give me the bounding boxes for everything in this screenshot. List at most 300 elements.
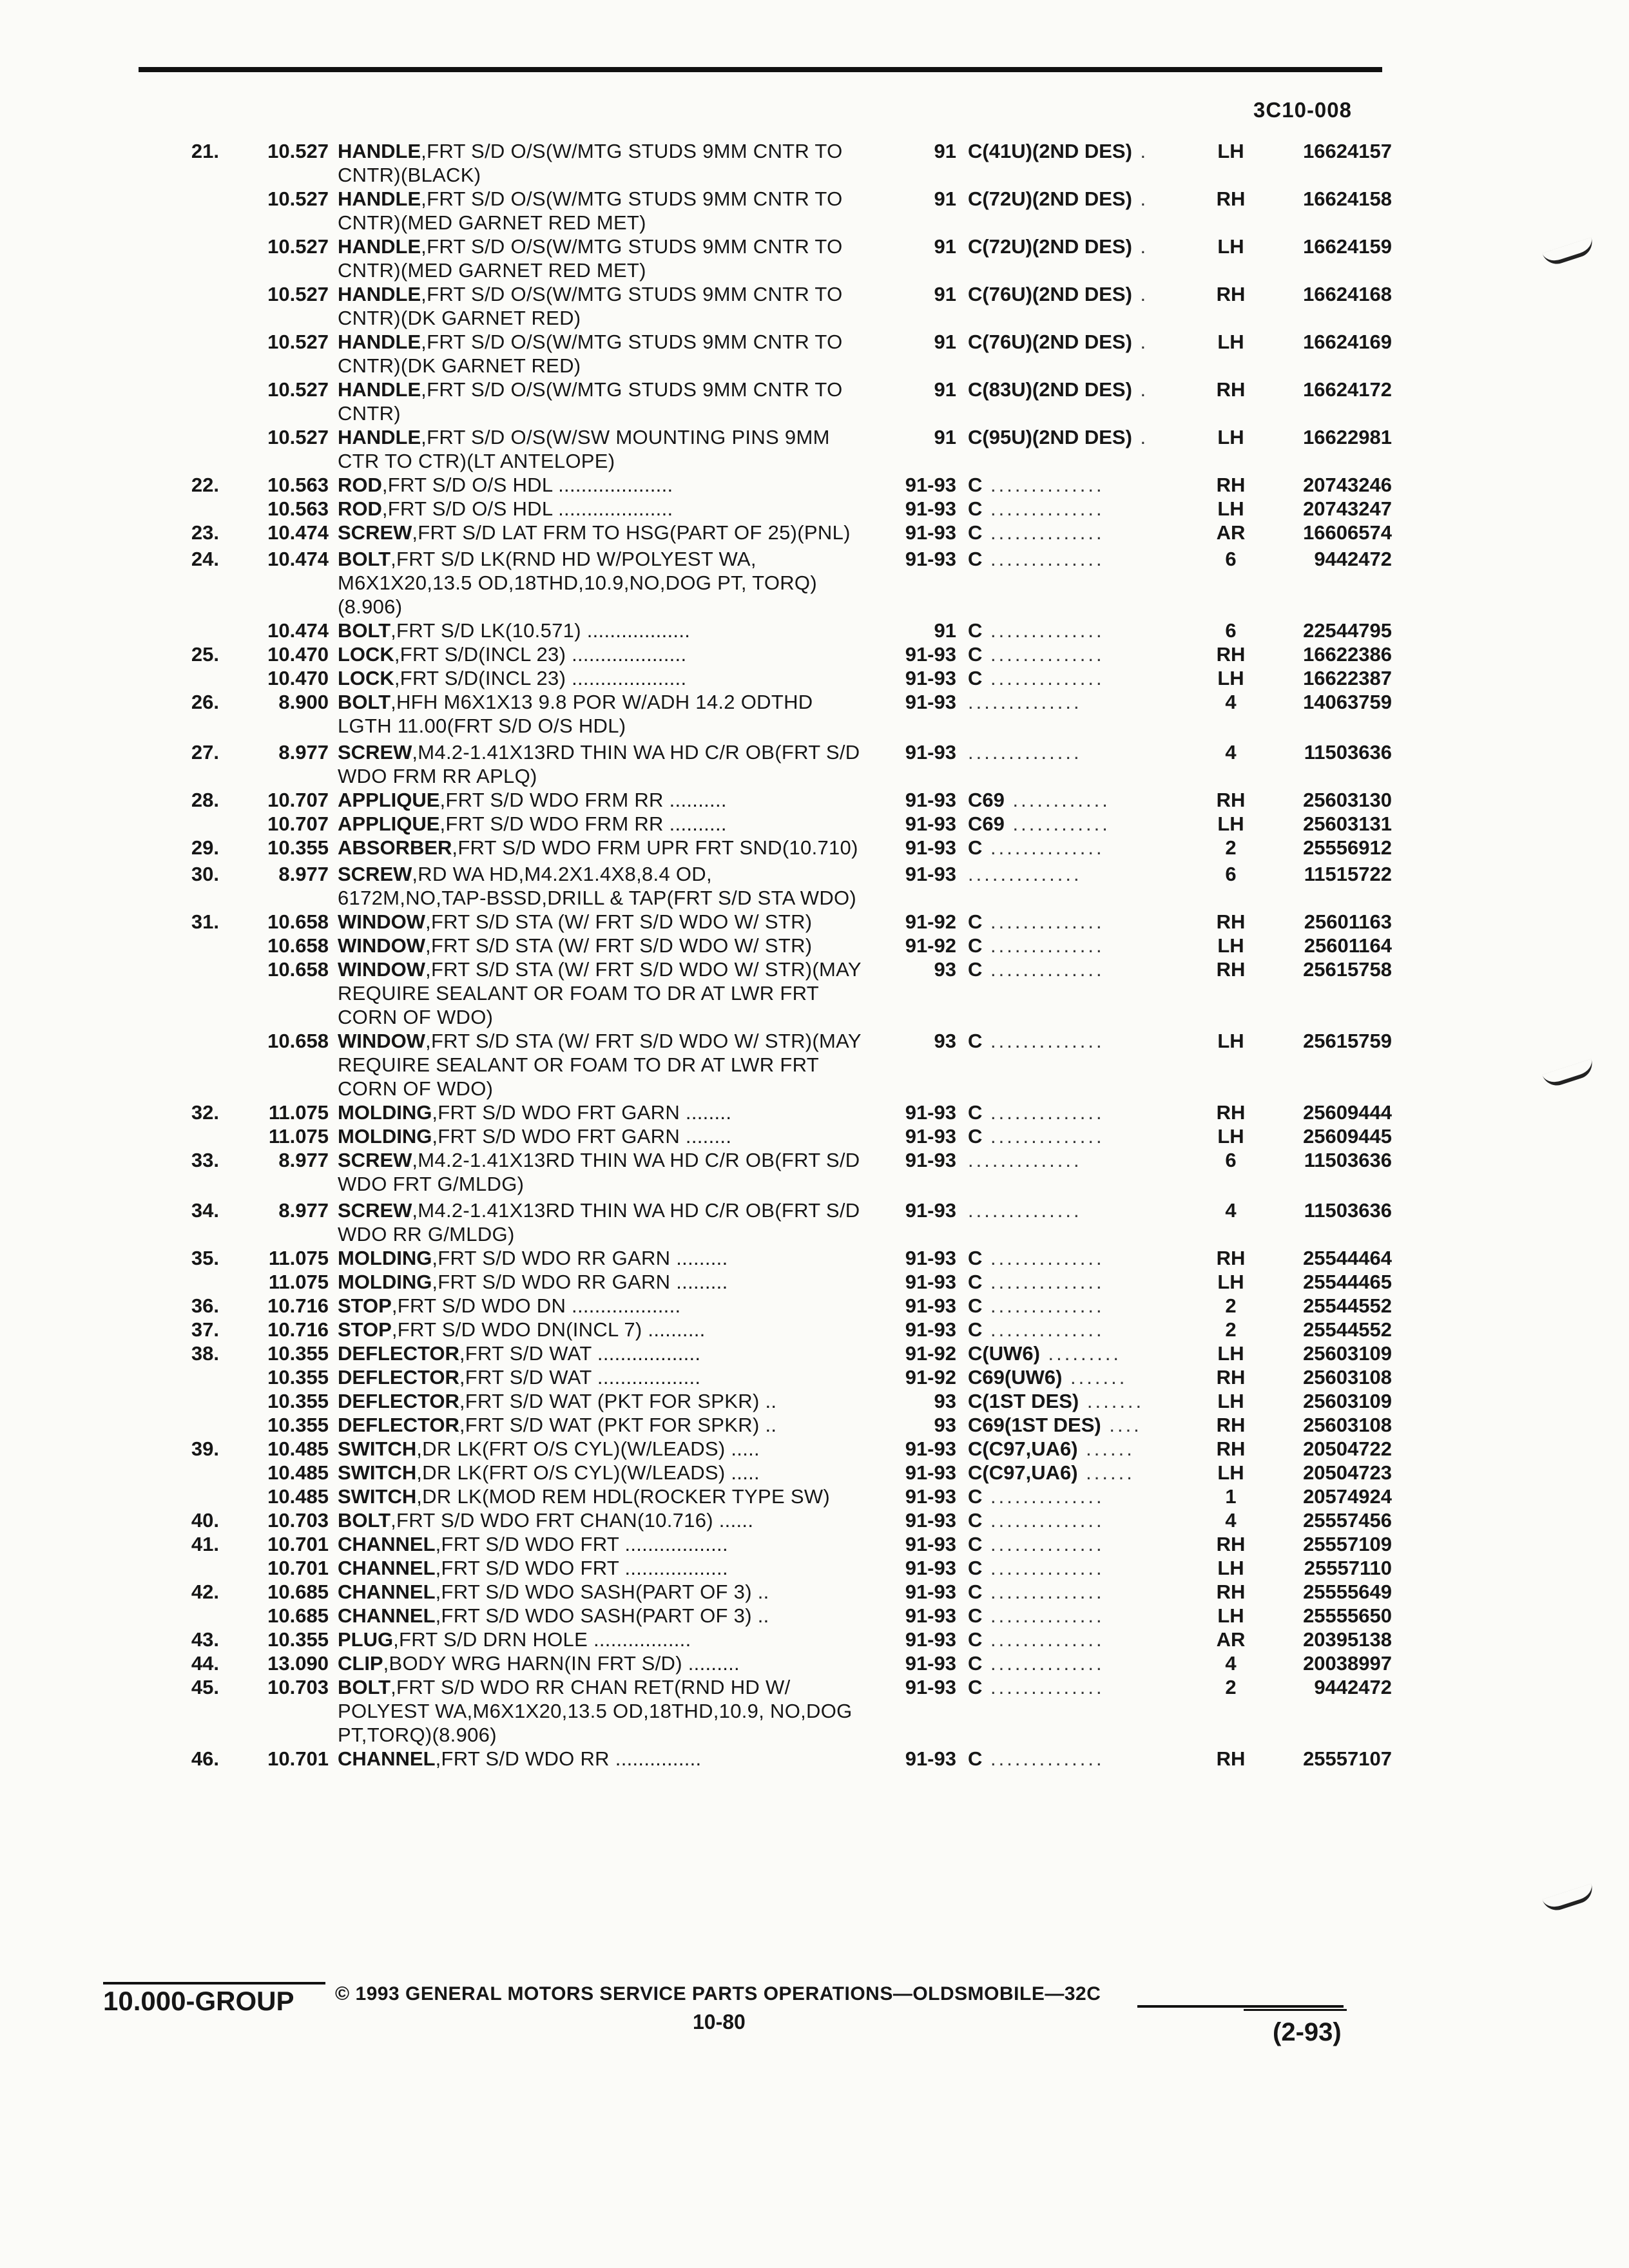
part-spec: ,RD WA HD,M4.2X1.4X8,8.4 OD, 6172M,NO,TAP-BSSD,DRILL & TAP(FRT S/D STA WDO) [338, 863, 857, 909]
part-description [338, 235, 872, 282]
application-code: C [968, 1101, 983, 1124]
part-name: ABSORBER [338, 836, 452, 859]
part-name: BOLT [338, 691, 391, 713]
application-code: C [968, 1125, 983, 1148]
part-name: MOLDING [338, 1125, 432, 1148]
model-years: 91-93 [905, 812, 956, 835]
application [968, 473, 1205, 497]
part-row [129, 1413, 1392, 1437]
part-row [129, 1029, 1392, 1100]
part-description [338, 282, 872, 330]
part-description [338, 619, 872, 642]
model-years: 91-93 [905, 548, 956, 570]
application-code: C(83U)(2ND DES) [968, 378, 1132, 401]
part-name: WINDOW [338, 934, 426, 957]
ref-number: 41. [191, 1533, 219, 1555]
part-name: HANDLE [338, 331, 421, 353]
part-number: 25603108 [1303, 1366, 1392, 1389]
application [968, 1580, 1205, 1604]
part-spec: ,FRT S/D(INCL 23) .................... [394, 643, 687, 666]
group-number: 10.527 [267, 140, 329, 162]
top-rule [139, 67, 1382, 72]
part-spec: ,DR LK(FRT O/S CYL)(W/LEADS) ..... [416, 1461, 760, 1484]
part-description [338, 1029, 872, 1100]
side-or-qty: LH [1217, 1342, 1244, 1365]
part-spec: ,FRT S/D WDO RR CHAN RET(RND HD W/ POLYEST WA,M6X1X20,13.5 OD,18THD,10.9, NO,DOG PT,TORQ)(8.906) [338, 1676, 853, 1746]
part-spec: ,M4.2-1.41X13RD THIN WA HD C/R OB(FRT S/D WDO FRM RR APLQ) [338, 741, 860, 787]
part-name: CHANNEL [338, 1604, 436, 1627]
part-description [338, 1437, 872, 1461]
side-or-qty: 6 [1225, 548, 1237, 570]
application-code: C69 [968, 812, 1005, 835]
part-spec: ,FRT S/D(INCL 23) .................... [394, 667, 687, 689]
group-number: 10.685 [267, 1604, 329, 1627]
dot-leader: .............. [982, 667, 1104, 689]
model-years: 91-93 [905, 1652, 956, 1675]
side-or-qty: LH [1217, 331, 1244, 353]
part-row [129, 521, 1392, 544]
part-description [338, 1100, 872, 1124]
dot-leader: .............. [968, 1149, 1082, 1171]
part-description [338, 1580, 872, 1604]
application-code: C [968, 1676, 983, 1698]
application [968, 666, 1205, 690]
ref-number: 39. [191, 1437, 219, 1460]
part-spec: ,FRT S/D STA (W/ FRT S/D WDO W/ STR) [425, 934, 813, 957]
application [968, 642, 1205, 666]
ref-number: 25. [191, 643, 219, 666]
application [968, 1747, 1205, 1771]
part-row [129, 957, 1392, 1029]
side-or-qty: 6 [1225, 863, 1237, 885]
application-code: C(72U)(2ND DES) [968, 235, 1132, 258]
ref-number: 23. [191, 521, 219, 544]
part-description [338, 1628, 872, 1651]
part-name: STOP [338, 1318, 392, 1341]
part-row [129, 642, 1392, 666]
dot-leader: .............. [968, 863, 1082, 885]
application [968, 1628, 1205, 1651]
group-number: 10.485 [267, 1485, 329, 1508]
ref-number: 38. [191, 1342, 219, 1365]
ref-number: 22. [191, 474, 219, 496]
side-or-qty: LH [1217, 934, 1244, 957]
dot-leader: .............. [982, 1581, 1104, 1603]
part-number: 25603109 [1303, 1342, 1392, 1365]
part-name: BOLT [338, 548, 391, 570]
application-code: C [968, 1628, 983, 1651]
group-number: 10.527 [267, 235, 329, 258]
dot-leader: .............. [982, 934, 1104, 957]
application-code: C69(UW6) [968, 1366, 1063, 1389]
application-code: C [968, 1533, 983, 1555]
model-years: 91-93 [905, 1199, 956, 1222]
part-name: ROD [338, 497, 382, 520]
part-name: SCREW [338, 741, 412, 764]
part-row [129, 330, 1392, 378]
application [968, 1532, 1205, 1556]
model-years: 91 [934, 235, 956, 258]
part-spec: ,FRT S/D O/S HDL .................... [381, 474, 673, 496]
model-years: 91-92 [905, 1342, 956, 1365]
application-code: C [968, 1271, 983, 1293]
model-years: 91-93 [905, 497, 956, 520]
part-number: 25556912 [1303, 836, 1392, 859]
model-years: 93 [934, 1030, 956, 1052]
part-description [338, 1485, 872, 1508]
part-number: 16622386 [1303, 643, 1392, 666]
model-years: 91-92 [905, 934, 956, 957]
model-years: 91 [934, 187, 956, 210]
part-number: 25557107 [1303, 1747, 1392, 1770]
side-or-qty: RH [1216, 789, 1246, 811]
ref-number: 37. [191, 1318, 219, 1341]
group-number: 10.703 [267, 1676, 329, 1698]
side-or-qty: 1 [1225, 1485, 1237, 1508]
model-years: 91-92 [905, 1366, 956, 1389]
part-description [338, 812, 872, 836]
part-number: 25603109 [1303, 1390, 1392, 1412]
application-code: C [968, 497, 983, 520]
part-number: 11503636 [1304, 741, 1392, 764]
part-row [129, 1270, 1392, 1294]
dot-leader: .............. [982, 1294, 1104, 1317]
part-row [129, 934, 1392, 957]
part-row [129, 497, 1392, 521]
application [968, 521, 1205, 544]
part-row [129, 1100, 1392, 1124]
ref-number: 42. [191, 1581, 219, 1603]
group-number: 10.355 [267, 1390, 329, 1412]
application-code: C(UW6) [968, 1342, 1040, 1365]
part-name: HANDLE [338, 235, 421, 258]
part-name: ROD [338, 474, 382, 496]
part-spec: ,FRT S/D O/S(W/MTG STUDS 9MM CNTR TO CNTR)(DK GARNET RED) [338, 331, 843, 377]
dot-leader: .............. [982, 1125, 1104, 1148]
model-years: 91 [934, 140, 956, 162]
part-row [129, 282, 1392, 330]
application [968, 547, 1205, 571]
part-row [129, 1389, 1392, 1413]
part-spec: ,M4.2-1.41X13RD THIN WA HD C/R OB(FRT S/D WDO RR G/MLDG) [338, 1199, 860, 1245]
application [968, 1389, 1205, 1413]
dot-leader: ............ [1004, 789, 1110, 811]
application-code: C [968, 1247, 983, 1269]
part-name: SCREW [338, 863, 412, 885]
application [968, 957, 1205, 981]
group-number: 11.075 [268, 1271, 329, 1293]
part-description [338, 862, 872, 910]
part-number: 25603131 [1303, 812, 1392, 835]
part-row [129, 788, 1392, 812]
part-description [338, 1556, 872, 1580]
part-number: 25555649 [1303, 1581, 1392, 1603]
part-spec: ,FRT S/D WDO FRT CHAN(10.716) ...... [390, 1509, 754, 1532]
part-spec: ,FRT S/D WDO RR ............... [435, 1747, 702, 1770]
part-number: 25603130 [1303, 789, 1392, 811]
part-spec: ,FRT S/D DRN HOLE ................. [393, 1628, 691, 1651]
application-code: C [968, 934, 983, 957]
application [968, 934, 1205, 957]
part-description [338, 690, 872, 738]
ref-number: 44. [191, 1652, 219, 1675]
model-years: 91 [934, 283, 956, 305]
dot-leader: ...... [1077, 1461, 1135, 1484]
part-row [129, 1365, 1392, 1389]
part-number: 16622981 [1303, 426, 1392, 448]
application-code: C [968, 548, 983, 570]
dot-leader: .............. [982, 643, 1104, 666]
part-row [129, 1461, 1392, 1485]
dot-leader: .............. [982, 474, 1104, 496]
model-years: 91 [934, 619, 956, 642]
part-number: 16624172 [1303, 378, 1392, 401]
part-number: 25557110 [1304, 1557, 1392, 1579]
part-description [338, 934, 872, 957]
part-row [129, 1675, 1392, 1747]
group-number: 11.075 [268, 1101, 329, 1124]
part-spec: ,FRT S/D WDO SASH(PART OF 3) .. [435, 1604, 769, 1627]
binding-tick-mark [1542, 237, 1596, 268]
application [968, 1556, 1205, 1580]
part-spec: ,FRT S/D O/S(W/MTG STUDS 9MM CNTR TO CNTR)(MED GARNET RED MET) [338, 235, 843, 282]
part-number: 9442472 [1314, 1676, 1392, 1698]
dot-leader: .............. [982, 619, 1104, 642]
application [968, 1508, 1205, 1532]
group-number: 10.485 [267, 1437, 329, 1460]
group-number: 10.563 [267, 474, 329, 496]
side-or-qty: 4 [1225, 1509, 1237, 1532]
part-description [338, 330, 872, 378]
dot-leader: .............. [982, 1676, 1104, 1698]
group-number: 10.470 [267, 667, 329, 689]
part-spec: ,FRT S/D WAT .................. [459, 1342, 701, 1365]
part-number: 20743246 [1303, 474, 1392, 496]
side-or-qty: RH [1216, 474, 1246, 496]
part-spec: ,FRT S/D LAT FRM TO HSG(PART OF 25)(PNL) [412, 521, 851, 544]
part-name: DEFLECTOR [338, 1342, 459, 1365]
part-number: 25555650 [1303, 1604, 1392, 1627]
part-row [129, 1485, 1392, 1508]
part-spec: ,FRT S/D WDO FRM UPR FRT SND(10.710) [452, 836, 858, 859]
dot-leader: .............. [982, 1533, 1104, 1555]
application [968, 1461, 1205, 1485]
part-description [338, 1675, 872, 1747]
side-or-qty: LH [1217, 1030, 1244, 1052]
part-number: 20574924 [1303, 1485, 1392, 1508]
application-code: C(C97,UA6) [968, 1437, 1078, 1460]
application-code: C [968, 1581, 983, 1603]
part-number: 25544465 [1303, 1271, 1392, 1293]
part-name: DEFLECTOR [338, 1390, 459, 1412]
group-number: 10.474 [267, 619, 329, 642]
part-row [129, 1628, 1392, 1651]
part-spec: ,FRT S/D WAT .................. [459, 1366, 701, 1389]
group-number: 10.701 [267, 1747, 329, 1770]
application [968, 1318, 1205, 1341]
part-number: 25557109 [1303, 1533, 1392, 1555]
side-or-qty: 6 [1225, 619, 1237, 642]
side-or-qty: RH [1216, 187, 1246, 210]
group-number: 11.075 [268, 1125, 329, 1148]
side-or-qty: LH [1217, 667, 1244, 689]
part-name: BOLT [338, 1509, 391, 1532]
application-code: C69(1ST DES) [968, 1414, 1101, 1436]
part-spec: ,FRT S/D WDO FRM RR .......... [439, 789, 727, 811]
part-number: 16606574 [1303, 521, 1392, 544]
part-number: 16624158 [1303, 187, 1392, 210]
part-name: APPLIQUE [338, 812, 440, 835]
part-name: MOLDING [338, 1247, 432, 1269]
group-number: 10.470 [267, 643, 329, 666]
part-row [129, 836, 1392, 860]
side-or-qty: 2 [1225, 1318, 1237, 1341]
part-row [129, 1508, 1392, 1532]
part-row [129, 1148, 1392, 1196]
part-number: 25544552 [1303, 1294, 1392, 1317]
group-number: 10.474 [267, 521, 329, 544]
application [968, 187, 1205, 211]
part-spec: ,FRT S/D WDO FRT .................. [435, 1533, 728, 1555]
part-name: LOCK [338, 667, 394, 689]
part-description [338, 1198, 872, 1246]
side-or-qty: RH [1216, 1366, 1246, 1389]
ref-number: 33. [191, 1149, 219, 1171]
part-row [129, 1294, 1392, 1318]
part-row [129, 187, 1392, 235]
application-code: C [968, 643, 983, 666]
part-description [338, 1508, 872, 1532]
side-or-qty: LH [1217, 1125, 1244, 1148]
side-or-qty: RH [1216, 958, 1246, 981]
application-code: C [968, 1604, 983, 1627]
part-spec: ,FRT S/D WDO RR GARN ......... [432, 1271, 728, 1293]
model-years: 91-93 [905, 1461, 956, 1484]
dot-leader: .............. [982, 1747, 1104, 1770]
part-name: DEFLECTOR [338, 1366, 459, 1389]
side-or-qty: RH [1216, 1747, 1246, 1770]
application-code: C [968, 1509, 983, 1532]
application-code: C [968, 667, 983, 689]
part-row [129, 690, 1392, 738]
part-spec: ,FRT S/D WDO FRM RR .......... [439, 812, 727, 835]
application-code: C(76U)(2ND DES) [968, 283, 1132, 305]
model-years: 93 [934, 958, 956, 981]
part-name: HANDLE [338, 378, 421, 401]
model-years: 91-93 [905, 1509, 956, 1532]
part-name: WINDOW [338, 958, 426, 981]
part-name: BOLT [338, 1676, 391, 1698]
part-spec: ,BODY WRG HARN(IN FRT S/D) ......... [383, 1652, 740, 1675]
part-number: 25544464 [1303, 1247, 1392, 1269]
page-code: 3C10-008 [1253, 98, 1352, 122]
model-years: 91-93 [905, 1247, 956, 1269]
dot-leader: .............. [982, 1604, 1104, 1627]
group-number: 10.701 [267, 1557, 329, 1579]
application [968, 690, 1205, 714]
side-or-qty: RH [1216, 283, 1246, 305]
model-years: 91-93 [905, 789, 956, 811]
group-number: 8.977 [278, 863, 329, 885]
application-code: C(1ST DES) [968, 1390, 1079, 1412]
side-or-qty: 4 [1225, 1652, 1237, 1675]
ref-number: 28. [191, 789, 219, 811]
application [968, 1604, 1205, 1628]
dot-leader: . [1132, 378, 1149, 401]
part-description [338, 547, 872, 619]
part-number: 9442472 [1314, 548, 1392, 570]
model-years: 91-93 [905, 1437, 956, 1460]
part-description [338, 740, 872, 788]
application-code: C [968, 1485, 983, 1508]
part-description [338, 1341, 872, 1365]
part-number: 25557456 [1303, 1509, 1392, 1532]
application [968, 1198, 1205, 1222]
part-description [338, 1148, 872, 1196]
side-or-qty: 4 [1225, 1199, 1237, 1222]
application-code: C [968, 521, 983, 544]
part-row [129, 1246, 1392, 1270]
dot-leader: . [1132, 140, 1149, 162]
part-number: 25601164 [1304, 934, 1392, 957]
part-description [338, 957, 872, 1029]
side-or-qty: 2 [1225, 1294, 1237, 1317]
ref-number: 21. [191, 140, 219, 162]
side-or-qty: RH [1216, 1101, 1246, 1124]
part-spec: ,FRT S/D STA (W/ FRT S/D WDO W/ STR)(MAY REQUIRE SEALANT OR FOAM TO DR AT LWR FRT CORN OF WDO) [338, 1030, 862, 1100]
group-number: 10.707 [267, 789, 329, 811]
application [968, 497, 1205, 521]
model-years: 91-93 [905, 1581, 956, 1603]
part-row [129, 378, 1392, 425]
part-row [129, 473, 1392, 497]
part-description [338, 1124, 872, 1148]
part-description [338, 666, 872, 690]
part-spec: ,FRT S/D O/S(W/MTG STUDS 9MM CNTR TO CNTR)(DK GARNET RED) [338, 283, 843, 329]
footer-page-number: 10-80 [693, 2010, 746, 2033]
part-row [129, 860, 1392, 910]
group-number: 10.703 [267, 1509, 329, 1532]
part-number: 25609444 [1303, 1101, 1392, 1124]
part-description [338, 497, 872, 521]
part-spec: ,FRT S/D WAT (PKT FOR SPKR) .. [459, 1390, 777, 1412]
part-spec: ,DR LK(MOD REM HDL(ROCKER TYPE SW) [416, 1485, 830, 1508]
model-years: 91-93 [905, 643, 956, 666]
part-spec: ,FRT S/D WDO SASH(PART OF 3) .. [435, 1581, 769, 1603]
part-row [129, 1341, 1392, 1365]
application-code: C(76U)(2ND DES) [968, 331, 1132, 353]
group-number: 10.527 [267, 426, 329, 448]
group-number: 10.658 [267, 958, 329, 981]
binding-tick-mark [1542, 1883, 1596, 1914]
side-or-qty: 2 [1225, 1676, 1237, 1698]
dot-leader: .............. [982, 1247, 1104, 1269]
footer-group: 10.000-GROUP [103, 1986, 294, 2016]
group-number: 10.716 [267, 1294, 329, 1317]
group-number: 10.527 [267, 331, 329, 353]
part-number: 20038997 [1303, 1652, 1392, 1675]
application [968, 1294, 1205, 1318]
group-number: 8.977 [278, 741, 329, 764]
application [968, 1413, 1205, 1437]
model-years: 91-93 [905, 1485, 956, 1508]
side-or-qty: RH [1216, 1247, 1246, 1269]
part-row [129, 1437, 1392, 1461]
part-description [338, 1318, 872, 1341]
side-or-qty: 4 [1225, 691, 1237, 713]
group-number: 10.355 [267, 1628, 329, 1651]
application-code: C [968, 474, 983, 496]
